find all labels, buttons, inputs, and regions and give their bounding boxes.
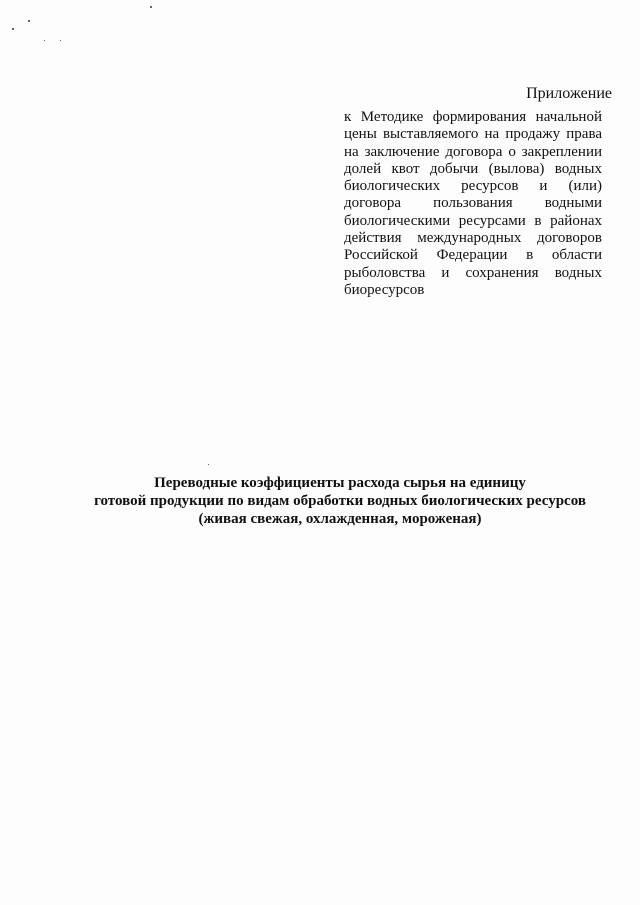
title-line-1: Переводные коэффициенты расхода сырья на единицу bbox=[154, 475, 526, 491]
appendix-label: Приложение bbox=[526, 85, 612, 102]
title-line-2: готовой продукции по видам обработки водных биологических ресурсов bbox=[94, 493, 586, 509]
scan-speck bbox=[12, 28, 14, 30]
appendix-reference-text: к Методике формирования начальной цены выставляемого на продажу права на заключение договора о закреплении долей квот добычи (вылова) водных биологических ресурсов и (или) договора пользования водными биологическими ресурсами в районах действия международных договоров Российской Федерации в области рыболовства и сохранения водных биоресурсов bbox=[344, 109, 602, 298]
scan-speck bbox=[44, 40, 45, 41]
scan-speck bbox=[208, 464, 209, 465]
document-title bbox=[40, 474, 640, 528]
scan-speck bbox=[60, 40, 61, 41]
title-line-3: (живая свежая, охлажденная, мороженая) bbox=[198, 511, 482, 527]
scan-speck bbox=[28, 20, 30, 22]
scan-speck bbox=[150, 6, 152, 8]
